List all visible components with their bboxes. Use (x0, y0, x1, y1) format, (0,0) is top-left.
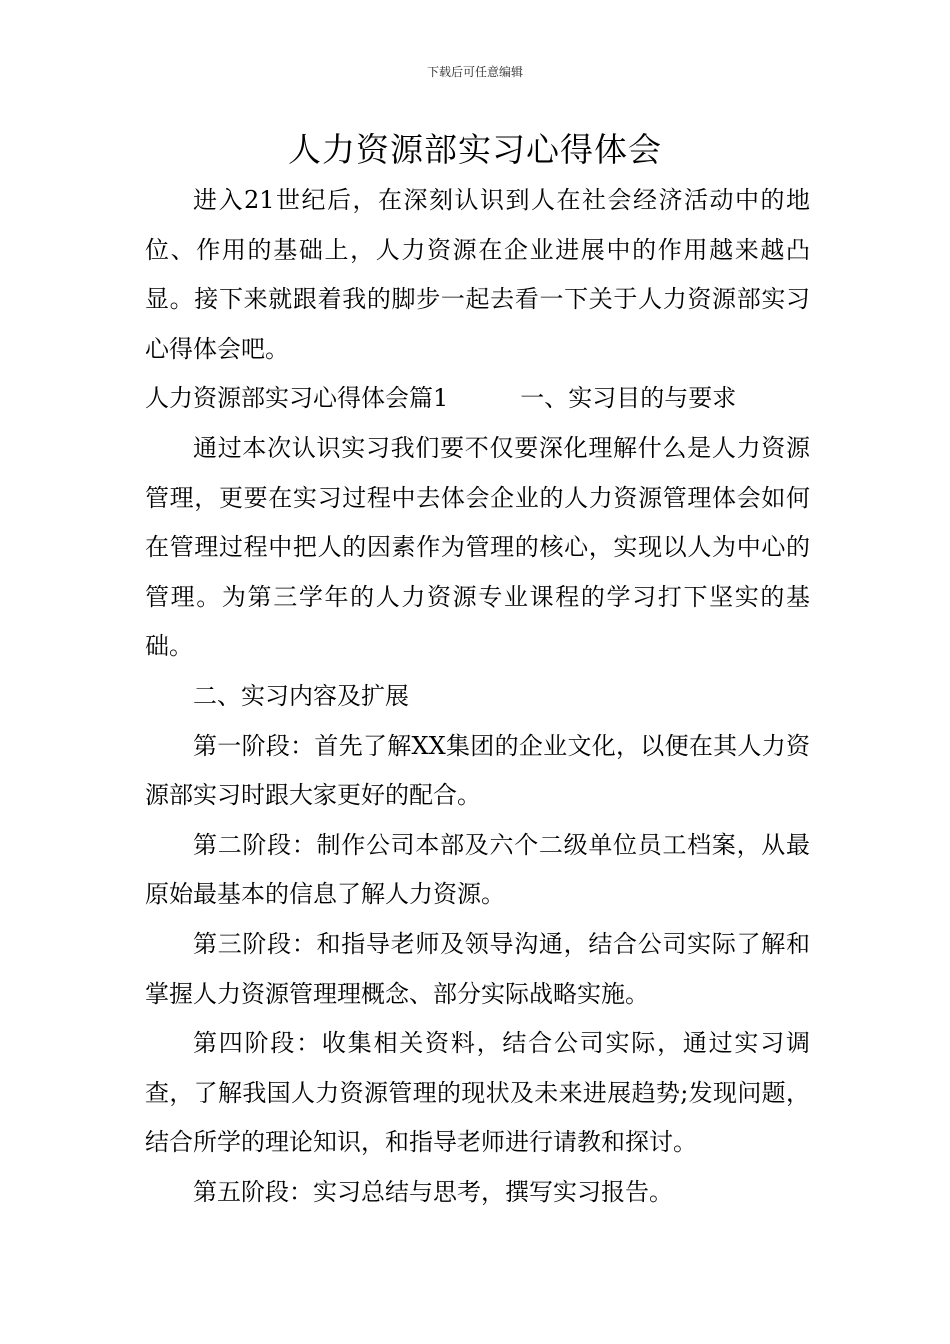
paragraph-stage-2: 第二阶段：制作公司本部及六个二级单位员工档案，从最原始最基本的信息了解人力资源。 (145, 830, 810, 909)
document-body (145, 176, 810, 1217)
intro-paragraph: 进入21世纪后，在深刻认识到人在社会经济活动中的地位、作用的基础上，人力资源在企业进展中的作用越来越凸显。接下来就跟着我的脚步一起去看一下关于人力资源部实习心得体会吧。 (145, 186, 810, 363)
paragraph-purpose: 通过本次认识实习我们要不仅要深化理解什么是人力资源管理，更要在实习过程中去体会企业的人力资源管理体会如何在管理过程中把人的因素作为管理的核心，实现以人为中心的管理。为第三学年的人力资源专业课程的学习打下坚实的基础。 (145, 433, 810, 661)
section-heading: 人力资源部实习心得体会篇1 一、实习目的与要求 (145, 384, 737, 413)
heading-content: 二、实习内容及扩展 (193, 681, 409, 710)
page-header-note: 下载后可任意编辑 (426, 65, 523, 79)
paragraph-stage-3: 第三阶段：和指导老师及领导沟通，结合公司实际了解和掌握人力资源管理理概念、部分实际战略实施。 (145, 929, 810, 1008)
paragraph-stage-1: 第一阶段：首先了解XX集团的企业文化，以便在其人力资源部实习时跟大家更好的配合。 (145, 731, 810, 810)
document-title: 人力资源部实习心得体会 (288, 130, 662, 169)
paragraph-stage-5: 第五阶段：实习总结与思考，撰写实习报告。 (193, 1177, 673, 1206)
paragraph-stage-4: 第四阶段：收集相关资料，结合公司实际，通过实习调查，了解我国人力资源管理的现状及未来进展趋势;发现问题，结合所学的理论知识，和指导老师进行请教和探讨。 (145, 1029, 810, 1157)
